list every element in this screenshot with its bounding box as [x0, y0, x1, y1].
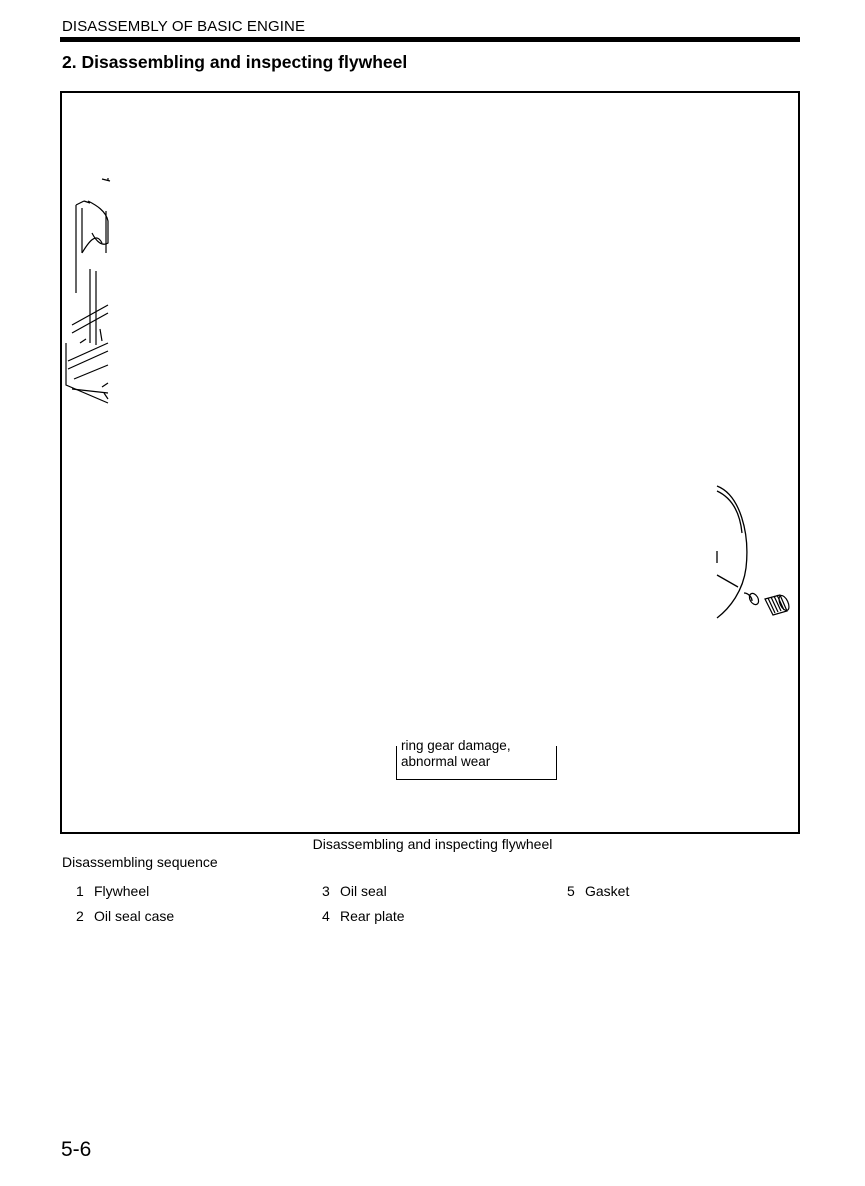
part-name: Rear plate: [340, 908, 405, 924]
part-item: [567, 883, 629, 899]
header-rule: [60, 37, 800, 42]
inspection-callout: [396, 738, 557, 780]
header-title: DISASSEMBLY OF BASIC ENGINE: [62, 18, 306, 35]
figure-frame: [60, 91, 800, 834]
bolt-and-washer: [748, 592, 791, 615]
page-number: 5-6: [61, 1138, 92, 1161]
part-name: Flywheel: [94, 883, 150, 899]
figure-caption: Disassembling and inspecting flywheel: [312, 836, 553, 852]
part-item: [322, 908, 405, 924]
sequence-label: Disassembling sequence: [62, 854, 218, 870]
part-item: [76, 908, 174, 924]
section-title: 2. Disassembling and inspecting flywheel: [62, 52, 408, 72]
part-name: Oil seal: [340, 883, 387, 899]
part-name: Gasket: [585, 883, 630, 899]
engine-block-fragment: [66, 178, 110, 403]
part-name: Oil seal case: [94, 908, 175, 924]
callout-clipped-line: ring gear damage,: [401, 738, 511, 753]
part-number: 1: [76, 883, 84, 899]
part-number: 2: [76, 908, 84, 924]
part-item: [322, 883, 387, 899]
part-number: 5: [567, 883, 575, 899]
part-item: [76, 883, 149, 899]
figure-drawing: [62, 93, 798, 832]
part-number: 4: [322, 908, 330, 924]
part-number: 3: [322, 883, 330, 899]
flywheel-edge-fragment: [717, 486, 752, 618]
callout-text: abnormal wear: [401, 754, 491, 769]
